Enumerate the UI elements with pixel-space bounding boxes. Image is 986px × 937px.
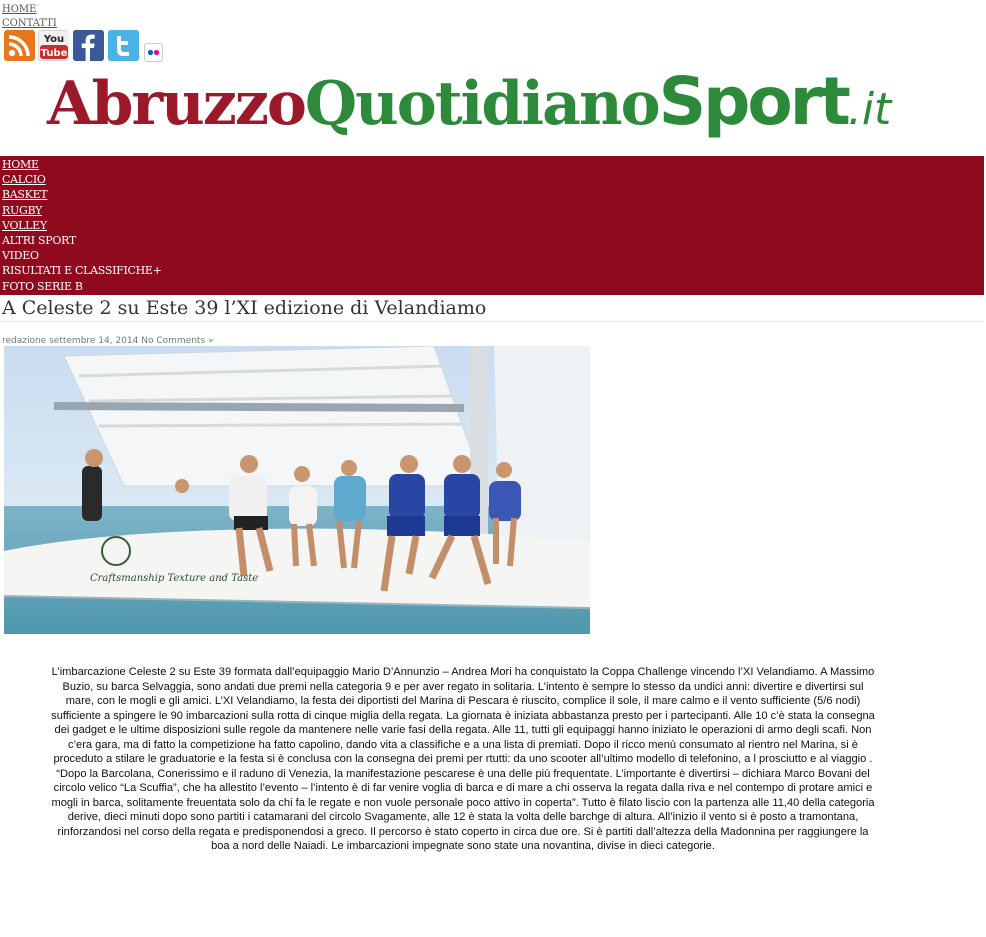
- logo-part-it: .it: [847, 84, 892, 135]
- article-author-date: redazione settembre 14, 2014: [2, 336, 139, 346]
- nav-item-volley[interactable]: VOLLEY: [2, 218, 47, 232]
- comments-link[interactable]: No Comments »: [141, 336, 214, 346]
- article-photo: [4, 346, 590, 634]
- nav-item-altri-sport[interactable]: ALTRI SPORT: [2, 234, 76, 248]
- rss-icon[interactable]: [4, 30, 35, 61]
- nav-item-video[interactable]: VIDEO: [2, 249, 39, 263]
- flickr-icon[interactable]: [144, 43, 163, 62]
- article-meta: [2, 336, 214, 346]
- youtube-label-top: You: [43, 34, 65, 45]
- top-links: [2, 3, 57, 31]
- title-divider: [0, 321, 984, 322]
- youtube-label-bottom: Tube: [40, 48, 68, 59]
- article-title: A Celeste 2 su Este 39 l’XI edizione di Velandiamo: [2, 297, 487, 319]
- article-body: L’imbarcazione Celeste 2 su Este 39 formata dall’equipaggio Mario D’Annunzio – Andrea Mori ha conquistato la Coppa Challenge vincendo l’XI Velandiamo. A Massimo Buzio, su barca Selvaggia, sono andati due premi nella categoria 9 e per aver regato in solitaria. L’intento è sempre lo stesso da undici anni: divertire e divertirsi sul mare, con le mogli e gli amici. L’XI Velandiamo, la festa dei diportisti del Marina di Pescara è riuscito, complice il sole, il mare calmo e il vento sufficiente (5/6 nodi) sufficiente a spingere le 90 imbarcazioni sulla rotta di cinque miglia della regata. La giornata è iniziata abbastanza presto per i partecipanti. Alle 10 c’è stata la consegna dei gadget e le ultime disposizioni sulle regole da mantenere nelle varie fasi della regata. Alle 11, tutti gli equipaggi hanno iniziato le operazioni di armo degli scafi. Non c’era gara, ma di fatto la competizione ha fatto capolino, dando vita a classifiche e a una lista di premiati. Dopo il ricco menù consumato al rientro nel Marina, si è proceduto a stilare le graduatorie e la festa si è conclusa con la consegna dei premi per rtutti: da uno scooter all’ultimo modello di telefonino, a l prosciutto e al viaggio . “Dopo la Barcolana, Conerissimo e il raduno di Venezia, la manifestazione pescarese è una delle più frequentate. L’importante è divertirsi – dichiara Marco Bovani del circolo velico “La Scuffia”, che ha allestito l’evento – l’intento è di far venire voglia di barca e di mare a chi osserva la regata dalla riva e nel contempo di protare amici e mogli in barca, solitamente freuentata solo da chi fa le regate e non vuole personale poco attivo in coperta”. Tutto è filato liscio con la partenza alle 11,40 della categoria derive, dieci minuti dopo sono partiti i catamarani del circolo Svagamente, alle 12 è stata la volta delle barchge di altura. All’inizio il vento si è posto a tramontana, rinforzandosi nel corso della regata e predisponendosi a greco. Il percorso è stato coperto in circa due ore. Si è partiti dall’altezza della Madonnina per raggiungere la boa a nord delle Naiadi. Le imbarcazioni impegnate sono state una novantina, divise in dieci categorie.: [51, 666, 875, 852]
- nav-item-calcio[interactable]: CALCIO: [2, 173, 46, 187]
- logo-part-sport: Sport: [658, 63, 848, 140]
- logo-part-quotidiano: Quotidiano: [304, 69, 659, 139]
- top-link-contatti[interactable]: CONTATTI: [2, 18, 57, 29]
- nav-item-rugby[interactable]: RUGBY: [2, 203, 42, 217]
- facebook-icon[interactable]: [73, 30, 104, 61]
- nav-item-home[interactable]: HOME: [2, 158, 39, 171]
- twitter-icon[interactable]: [108, 30, 139, 61]
- site-logo[interactable]: [47, 62, 891, 154]
- logo-part-abruzzo: Abruzzo: [47, 69, 305, 139]
- nav-item-foto-serie-b[interactable]: FOTO SERIE B: [2, 279, 83, 293]
- nav-item-risultati-classifiche[interactable]: RISULTATI E CLASSIFICHE+: [2, 264, 162, 278]
- youtube-icon[interactable]: [38, 30, 69, 61]
- top-link-home[interactable]: HOME: [2, 4, 37, 15]
- main-nav: [0, 156, 984, 295]
- photo-hull-text: Craftsmanship Texture and Taste: [90, 573, 259, 584]
- nav-item-basket[interactable]: BASKET: [2, 188, 48, 202]
